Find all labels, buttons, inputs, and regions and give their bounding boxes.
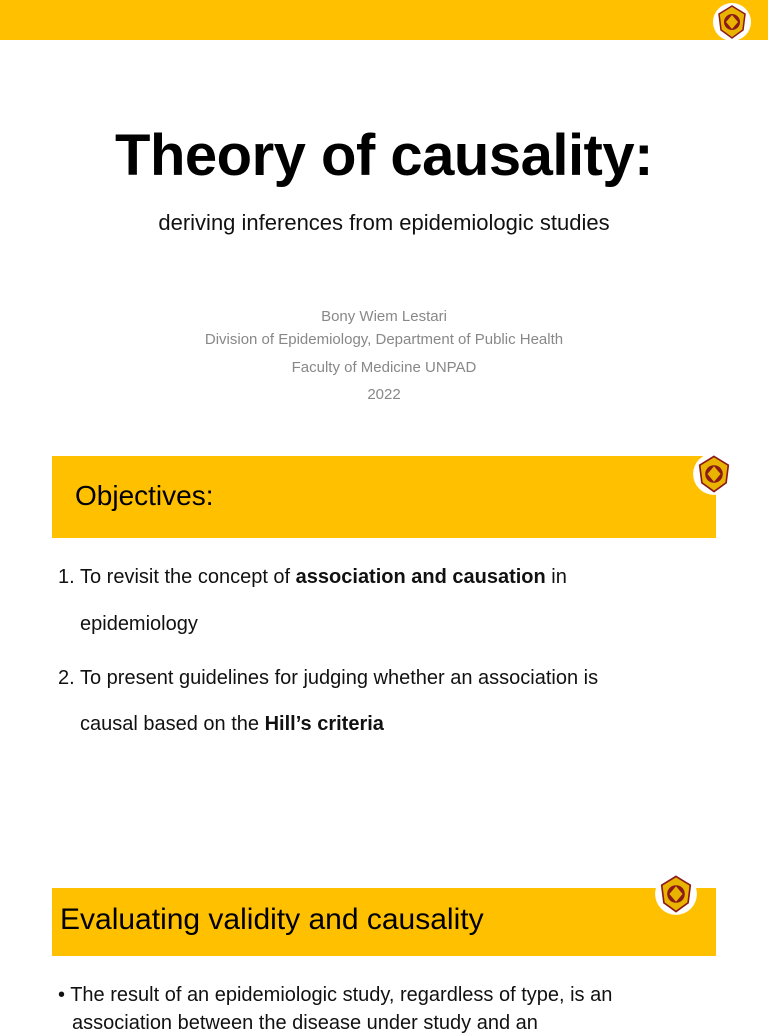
author-year: 2022	[367, 386, 401, 403]
author-division: Division of Epidemiology, Department of Public Health	[204, 331, 564, 348]
objective-text: To revisit the concept of	[80, 566, 296, 588]
objectives-heading: Objectives:	[75, 480, 214, 511]
author-name: Bony Wiem Lestari	[321, 308, 447, 325]
top-accent-bar	[0, 0, 768, 40]
slide-subtitle: deriving inferences from epidemiologic studies	[158, 210, 610, 235]
objective-bold-text: association and causation	[295, 566, 546, 588]
slide-title: Theory of causality:	[115, 123, 653, 188]
objective-text: To present guidelines for judging whether an association is	[80, 667, 599, 689]
objective-item-2-cont	[80, 713, 384, 736]
author-faculty: Faculty of Medicine UNPAD	[291, 359, 477, 376]
objective-number: 1.	[58, 566, 75, 588]
objective-text: causal based on the	[80, 713, 265, 735]
unpad-crest-icon	[692, 452, 736, 496]
bullet-item-cont: association between the disease under study and an	[72, 1012, 538, 1034]
objective-text: in	[545, 566, 567, 588]
evaluating-heading: Evaluating validity and causality	[60, 903, 484, 936]
bullet-item	[58, 984, 612, 1007]
objective-item-1	[58, 566, 567, 589]
unpad-crest-icon	[712, 2, 752, 42]
bullet-text: The result of an epidemiologic study, regardless of type, is an	[70, 984, 613, 1006]
objective-item-1-cont: epidemiology	[80, 613, 198, 635]
objective-bold-text: Hill’s criteria	[264, 713, 384, 735]
objective-number: 2.	[58, 667, 75, 689]
unpad-crest-icon	[654, 872, 698, 916]
objective-item-2	[58, 667, 598, 690]
bullet-marker: •	[58, 984, 66, 1006]
